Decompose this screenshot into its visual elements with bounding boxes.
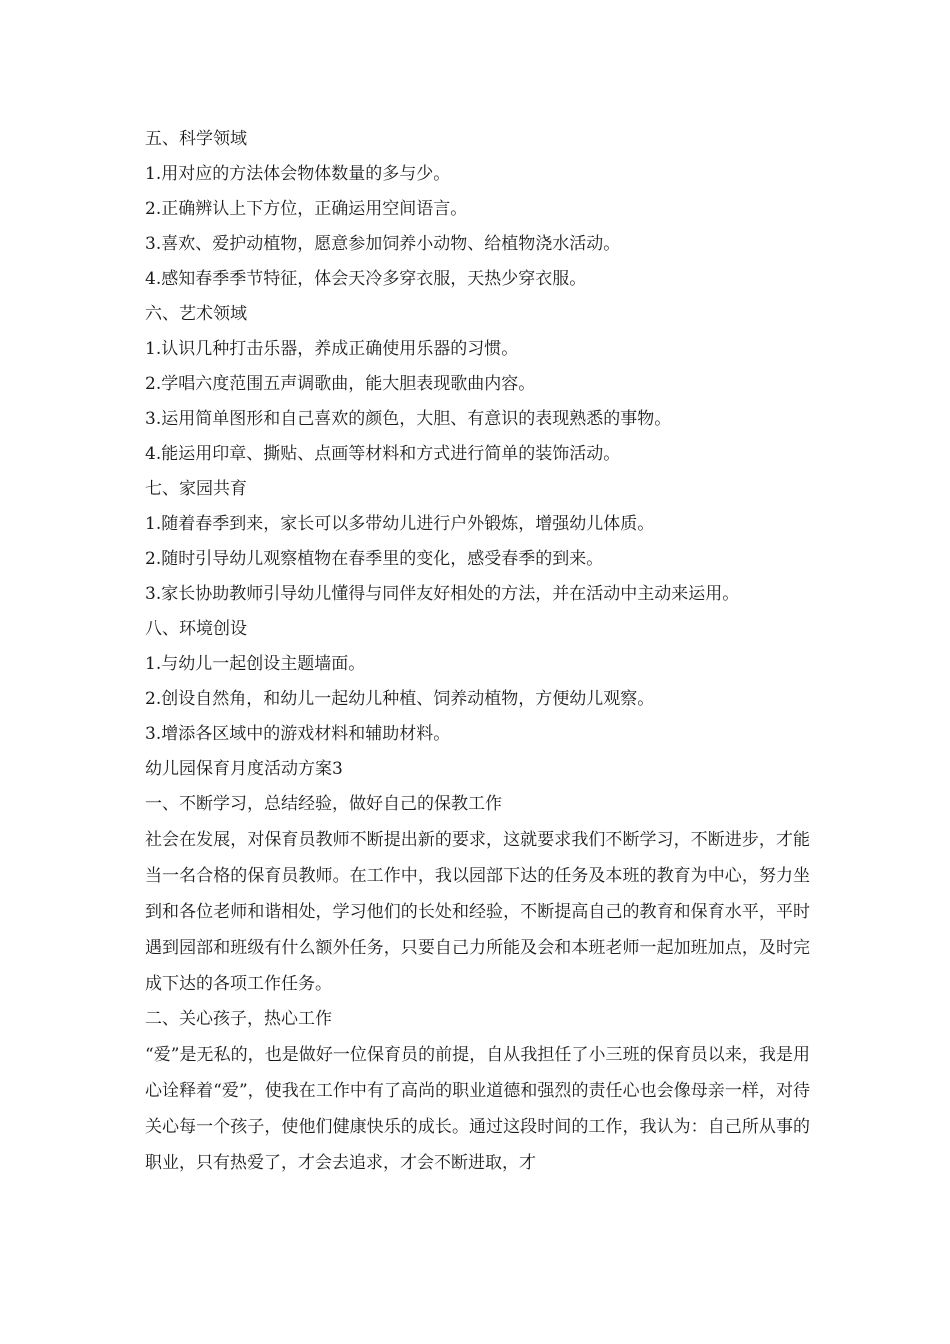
list-item: 3.运用简单图形和自己喜欢的颜色，大胆、有意识的表现熟悉的事物。 (145, 409, 672, 429)
section-heading-care: 二、关心孩子，热心工作 (145, 1009, 332, 1029)
document-page (145, 122, 810, 1181)
list-item: 1.认识几种打击乐器，养成正确使用乐器的习惯。 (145, 339, 519, 359)
body-paragraph: “爱”是无私的，也是做好一位保育员的前提，自从我担任了小三班的保育员以来，我是用心诠释着“爱”，使我在工作中有了高尚的职业道德和强烈的责任心也会像母亲一样，对待关心每一个孩子，使他们健康快乐的成长。通过这段时间的工作，我认为：自己所从事的职业，只有热爱了，才会去追求，才会不断进取，才 (145, 1045, 810, 1173)
section-heading-learning: 一、不断学习，总结经验，做好自己的保教工作 (145, 794, 502, 814)
section-heading-environment: 八、环境创设 (145, 619, 247, 639)
list-item: 2.创设自然角，和幼儿一起幼儿种植、饲养动植物，方便幼儿观察。 (145, 689, 655, 709)
list-item: 1.与幼儿一起创设主题墙面。 (145, 654, 366, 674)
section-heading-home: 七、家园共育 (145, 479, 247, 499)
list-item: 2.正确辨认上下方位，正确运用空间语言。 (145, 199, 468, 219)
list-item: 2.随时引导幼儿观察植物在春季里的变化，感受春季的到来。 (145, 549, 604, 569)
list-item: 3.增添各区域中的游戏材料和辅助材料。 (145, 724, 451, 744)
list-item: 1.用对应的方法体会物体数量的多与少。 (145, 164, 451, 184)
list-item: 1.随着春季到来，家长可以多带幼儿进行户外锻炼，增强幼儿体质。 (145, 514, 655, 534)
list-item: 2.学唱六度范围五声调歌曲，能大胆表现歌曲内容。 (145, 374, 536, 394)
document-title: 幼儿园保育月度活动方案3 (145, 759, 343, 779)
body-paragraph: 社会在发展，对保育员教师不断提出新的要求，这就要求我们不断学习，不断进步，才能当一名合格的保育员教师。在工作中，我以园部下达的任务及本班的教育为中心，努力坐到和各位老师和谐相处，学习他们的长处和经验，不断提高自己的教育和保育水平，平时遇到园部和班级有什么额外任务，只要自己力所能及会和本班老师一起加班加点，及时完成下达的各项工作任务。 (145, 830, 810, 994)
list-item: 3.喜欢、爱护动植物，愿意参加饲养小动物、给植物浇水活动。 (145, 234, 621, 254)
list-item: 3.家长协助教师引导幼儿懂得与同伴友好相处的方法，并在活动中主动来运用。 (145, 584, 740, 604)
section-heading-art: 六、艺术领域 (145, 304, 247, 324)
list-item: 4.感知春季季节特征，体会天冷多穿衣服，天热少穿衣服。 (145, 269, 587, 289)
list-item: 4.能运用印章、撕贴、点画等材料和方式进行简单的装饰活动。 (145, 444, 621, 464)
section-heading-science: 五、科学领域 (145, 129, 247, 149)
